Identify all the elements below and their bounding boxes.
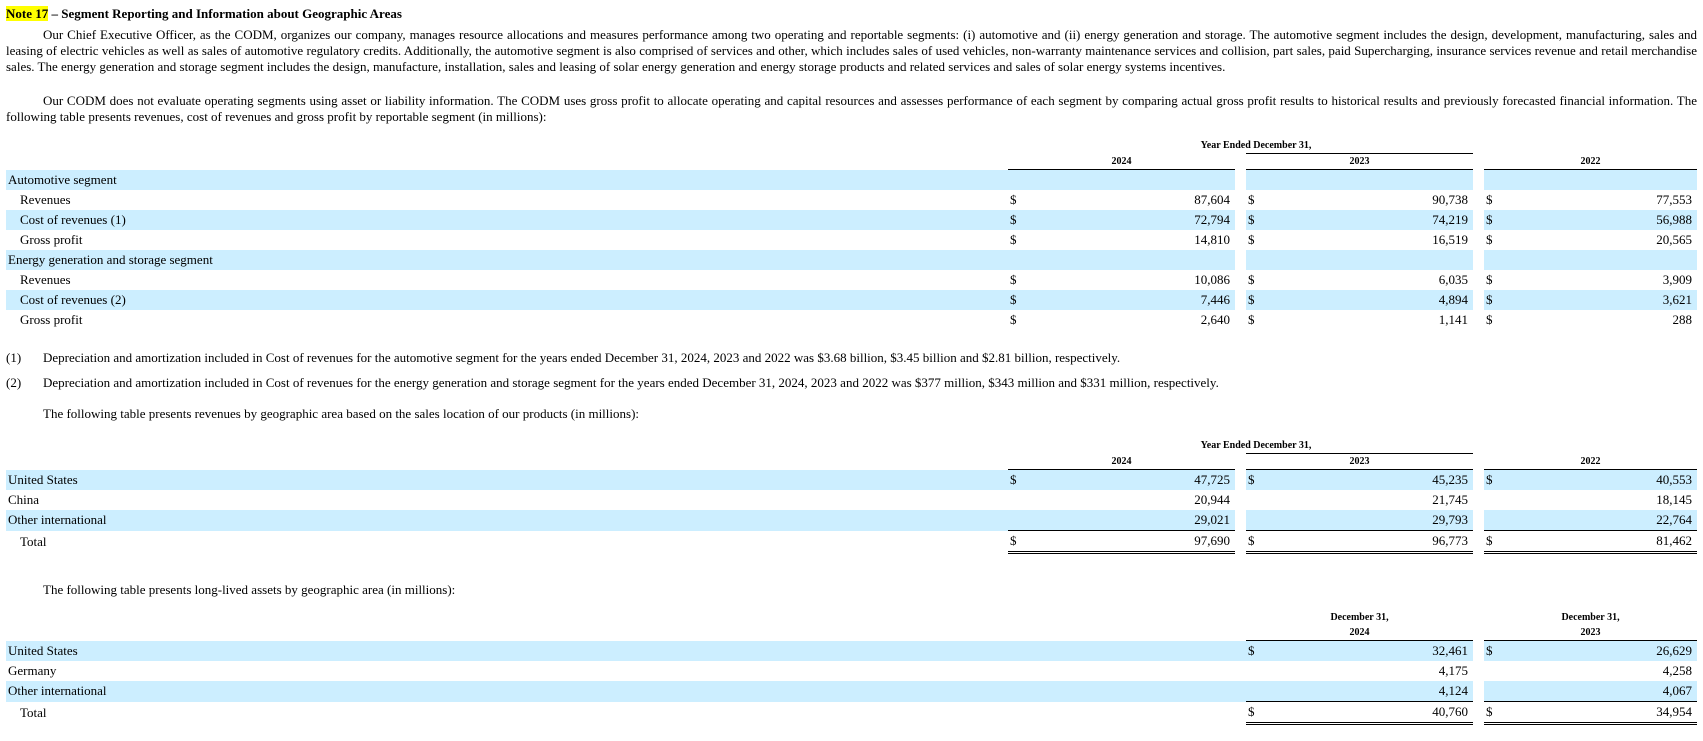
year-header-2023: 2023	[1246, 454, 1473, 470]
dollar-sign: $	[1246, 210, 1266, 230]
dollar-sign: $	[1248, 232, 1255, 247]
value-2022: 20,565	[1656, 232, 1693, 247]
row-label: Total	[20, 533, 47, 549]
dollar-sign: $	[1010, 312, 1017, 327]
row-label: Revenues	[20, 192, 71, 207]
table-row-total	[6, 531, 1697, 553]
table-row	[6, 490, 1697, 510]
year-header-2022: 2022	[1484, 454, 1697, 470]
dollar-sign: $	[1486, 272, 1493, 287]
value-2024: 10,086	[1194, 272, 1230, 287]
year-header-2024: 2024	[1008, 454, 1235, 470]
dollar-sign: $	[1246, 641, 1266, 662]
value-2023: 6,035	[1438, 272, 1468, 287]
table-row	[6, 270, 1697, 290]
footnote-text: Depreciation and amortization included in Cost of revenues for the energy generation and storage segment for the years ended December 31, 2024, 2023 and 2022 was $377 million, $343 million and $331 million, respectively.	[43, 375, 1219, 390]
value-2024: 72,794	[1028, 210, 1235, 230]
value-2022: 18,145	[1656, 492, 1693, 507]
dollar-sign: $	[1010, 192, 1017, 207]
value-2023: 90,738	[1432, 192, 1468, 207]
table-row	[6, 210, 1697, 230]
value-2023: 26,629	[1504, 641, 1697, 662]
table-row	[6, 230, 1697, 250]
dollar-sign: $	[1246, 470, 1266, 491]
value-2023: 4,894	[1266, 290, 1473, 310]
long-lived-intro: The following table presents long-lived assets by geographic area (in millions):	[43, 582, 456, 597]
value-2024: 4,175	[1438, 663, 1468, 678]
row-label: Other international	[6, 681, 1246, 702]
row-label: Cost of revenues (1)	[6, 210, 1008, 230]
note-label-highlight: Note 17	[6, 6, 49, 21]
dollar-sign: $	[1008, 470, 1028, 491]
value-2024: 40,760	[1266, 702, 1473, 724]
year-header-2024: 2024	[1246, 625, 1473, 641]
value-2023: 4,067	[1504, 681, 1697, 702]
row-label: Gross profit	[20, 312, 83, 327]
dollar-sign: $	[1008, 290, 1028, 310]
value-2024: 14,810	[1194, 232, 1230, 247]
table-row	[6, 510, 1697, 531]
geo-revenue-table	[6, 438, 1697, 554]
date-header-line: December 31,	[1330, 612, 1389, 623]
year-header-2023: 2023	[1484, 625, 1697, 641]
dollar-sign: $	[1484, 470, 1504, 491]
value-2022: 3,621	[1504, 290, 1697, 310]
dollar-sign: $	[1008, 210, 1028, 230]
value-2024: 87,604	[1194, 192, 1230, 207]
table-row	[6, 250, 1697, 270]
table-row	[6, 470, 1697, 491]
footnote-2	[6, 375, 1219, 391]
table-row	[6, 170, 1697, 191]
value-2024: 2,640	[1200, 312, 1230, 327]
value-2024: 97,690	[1028, 531, 1235, 553]
year-header-2022: 2022	[1484, 154, 1697, 170]
value-2022: 56,988	[1504, 210, 1697, 230]
footnote-number: (1)	[6, 350, 22, 365]
value-2023: 4,258	[1662, 663, 1692, 678]
row-label: Energy generation and storage segment	[6, 250, 1008, 270]
value-2024: 32,461	[1266, 641, 1473, 662]
value-2022: 77,553	[1656, 192, 1693, 207]
value-2022: 288	[1672, 312, 1693, 327]
dollar-sign: $	[1486, 192, 1493, 207]
table-row-total	[6, 702, 1697, 724]
dollar-sign: $	[1248, 272, 1255, 287]
dollar-sign: $	[1484, 641, 1504, 662]
dollar-sign: $	[1484, 702, 1504, 724]
table-row	[6, 290, 1697, 310]
footnote-1	[6, 350, 1120, 366]
dollar-sign: $	[1248, 312, 1255, 327]
row-label: Other international	[6, 510, 1008, 531]
value-2023: 96,773	[1266, 531, 1473, 553]
dollar-sign: $	[1486, 232, 1493, 247]
value-2024: 20,944	[1194, 492, 1230, 507]
value-2023: 34,954	[1504, 702, 1697, 724]
row-label: China	[8, 492, 40, 507]
table-row	[6, 661, 1697, 681]
period-header: Year Ended December 31,	[1200, 140, 1312, 151]
dollar-sign: $	[1246, 290, 1266, 310]
date-header-line: December 31,	[1561, 612, 1620, 623]
row-label: Revenues	[20, 272, 71, 287]
long-lived-assets-table	[6, 610, 1697, 725]
year-header-2023: 2023	[1246, 154, 1473, 170]
value-2023: 74,219	[1266, 210, 1473, 230]
footnote-number: (2)	[6, 375, 22, 390]
value-2023: 45,235	[1266, 470, 1473, 491]
row-label: Cost of revenues (2)	[6, 290, 1008, 310]
dollar-sign: $	[1246, 702, 1266, 724]
value-2024: 7,446	[1028, 290, 1235, 310]
date-header-2024	[1246, 610, 1473, 625]
row-label: Total	[20, 704, 47, 720]
date-header-2023	[1484, 610, 1697, 625]
dollar-sign: $	[1484, 210, 1504, 230]
dollar-sign: $	[1484, 290, 1504, 310]
row-label: Germany	[8, 663, 57, 678]
segment-description-paragraph: Our Chief Executive Officer, as the CODM, organizes our company, manages resource allocations and measures performance among two operating and reportable segments: (i) automotive and (ii) energy generation and storage. The automotive segment includes the design, development, manufacturing, sales and leasing of electric vehicles as well as sales of automotive regulatory credits. Additionally, the automotive segment is also comprised of services and other, which includes sales of used vehicles, non-warranty maintenance services and collision, part sales, paid Supercharging, insurance services revenue and retail merchandise sales. The energy generation and storage segment includes the design, manufacture, installation, sales and leasing of solar energy generation and energy storage products and related services and sales of solar energy systems incentives.	[6, 27, 1697, 74]
dollar-sign: $	[1010, 232, 1017, 247]
segment-table	[6, 138, 1697, 330]
footnote-text: Depreciation and amortization included in Cost of revenues for the automotive segment for the years ended December 31, 2024, 2023 and 2022 was $3.68 billion, $3.45 billion and $2.81 billion, respectively.	[43, 350, 1121, 365]
value-2023: 16,519	[1432, 232, 1468, 247]
value-2023: 1,141	[1438, 312, 1468, 327]
value-2023: 29,793	[1266, 510, 1473, 531]
value-2022: 3,909	[1662, 272, 1693, 287]
year-header-2024: 2024	[1008, 154, 1235, 170]
dollar-sign: $	[1484, 531, 1504, 553]
row-label: Automotive segment	[6, 170, 1008, 191]
dollar-sign: $	[1248, 192, 1255, 207]
table-row	[6, 190, 1697, 210]
value-2022: 40,553	[1504, 470, 1697, 491]
dollar-sign: $	[1008, 531, 1028, 553]
value-2024: 47,725	[1028, 470, 1235, 491]
geo-revenue-intro: The following table presents revenues by geographic area based on the sales location of our products (in millions):	[43, 406, 640, 421]
codm-paragraph: Our CODM does not evaluate operating segments using asset or liability information. The CODM uses gross profit to allocate operating and capital resources and assesses performance of each segment by comparing actual gross profit results to historical results and previously forecasted financial information. The following table presents revenues, cost of revenues and gross profit by reportable segment (in millions):	[6, 93, 1697, 124]
note-heading: – Segment Reporting and Information about Geographic Areas	[48, 6, 402, 21]
period-header: Year Ended December 31,	[1200, 440, 1312, 451]
table-row	[6, 681, 1697, 702]
row-label: Gross profit	[20, 232, 83, 247]
value-2023: 21,745	[1432, 492, 1468, 507]
table-row	[6, 641, 1697, 662]
value-2024: 29,021	[1028, 510, 1235, 531]
note-title	[6, 6, 402, 22]
dollar-sign: $	[1486, 312, 1493, 327]
value-2022: 81,462	[1504, 531, 1697, 553]
value-2024: 4,124	[1266, 681, 1473, 702]
dollar-sign: $	[1010, 272, 1017, 287]
row-label: United States	[6, 641, 1246, 662]
table-row	[6, 310, 1697, 330]
dollar-sign: $	[1246, 531, 1266, 553]
value-2022: 22,764	[1504, 510, 1697, 531]
row-label: United States	[6, 470, 1008, 491]
